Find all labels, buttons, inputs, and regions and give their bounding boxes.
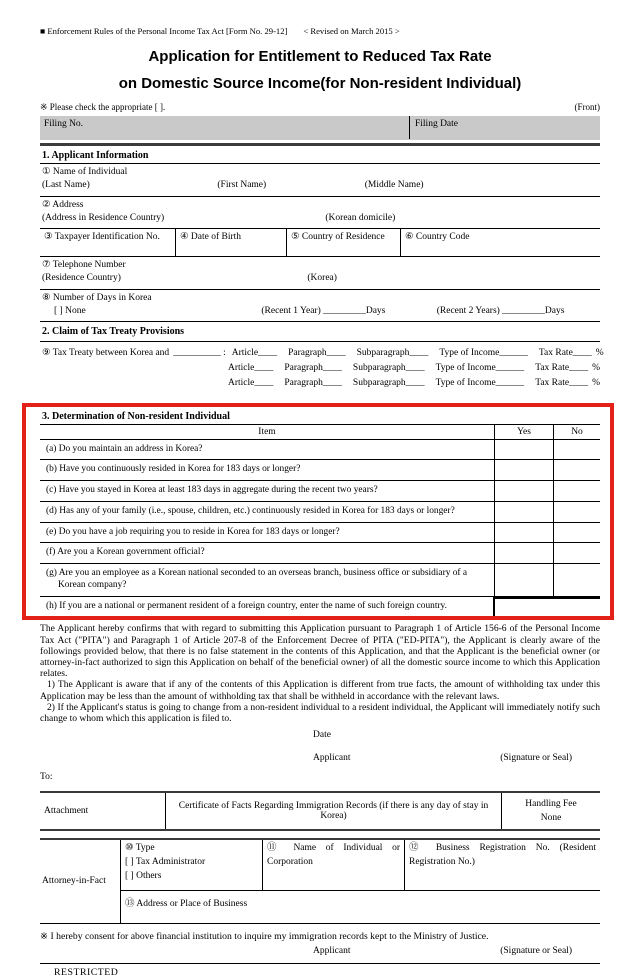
- question-label: (f) Are you a Korean government official?: [46, 547, 205, 558]
- section3-header: 3. Determination of Non-resident Individual: [40, 407, 600, 425]
- filing-date-field[interactable]: [409, 116, 600, 139]
- date-of-birth-field[interactable]: [176, 229, 287, 256]
- country-of-residence-label: ⑤ Country of Residence: [291, 232, 385, 243]
- yes-answer-cell[interactable]: [494, 481, 553, 501]
- check-instruction: ※ Please check the appropriate [ ].: [40, 102, 166, 112]
- residency-determination-table: [40, 425, 600, 617]
- attorney-type-cell: [121, 840, 263, 889]
- handling-fee-value: None: [540, 813, 562, 824]
- treaty-income-type-field[interactable]: Type of Income______: [439, 348, 528, 359]
- treaty-prefix: ⑨ Tax Treaty between Korea and: [42, 348, 170, 359]
- attorney-name-label: ⑪ Name of Individual or Corporation: [267, 843, 400, 868]
- phone-residence-country-label: (Residence Country): [42, 273, 121, 284]
- no-answer-cell[interactable]: [553, 440, 600, 460]
- name-of-individual-label: ① Name of Individual: [42, 167, 128, 177]
- treaty-country-blank[interactable]: __________ :: [173, 348, 226, 359]
- percent-sign: %: [592, 377, 600, 388]
- days-none-checkbox[interactable]: [ ] None: [54, 306, 86, 317]
- treaty-subparagraph-field[interactable]: Subparagraph____: [352, 363, 425, 374]
- attorney-brn-label: ⑫ Business Registration No. (Resident Registration No.): [409, 843, 596, 868]
- korean-domicile-label: (Korean domicile): [325, 212, 396, 223]
- treaty-indent: [42, 361, 228, 376]
- no-answer-cell[interactable]: [553, 460, 600, 480]
- no-answer-cell[interactable]: [553, 502, 600, 522]
- attorney-name-field[interactable]: [263, 840, 405, 889]
- days-in-korea-row: [40, 290, 600, 323]
- applicant-label: Applicant: [313, 753, 351, 764]
- country-name-answer-cell[interactable]: [493, 597, 600, 617]
- filing-bar: [40, 116, 600, 140]
- table-row: [40, 564, 600, 597]
- yes-answer-cell[interactable]: [494, 543, 553, 563]
- table-row: [40, 460, 600, 481]
- recent-2-years-field[interactable]: (Recent 2 Years) _________Days: [436, 306, 565, 317]
- treaty-paragraph-field[interactable]: Paragraph____: [284, 377, 342, 388]
- treaty-article-field[interactable]: Article____: [231, 348, 278, 359]
- handling-fee-cell: [501, 793, 600, 829]
- recent-1-year-field[interactable]: (Recent 1 Year) _________Days: [261, 306, 386, 317]
- section3-highlight-box: [22, 403, 614, 621]
- attorney-address-label: ⑬ Address or Place of Business: [125, 898, 248, 909]
- date-line: [40, 726, 600, 747]
- table-row: [40, 543, 600, 564]
- yes-column-header: Yes: [494, 425, 553, 439]
- address-residence-label: (Address in Residence Country): [42, 212, 165, 223]
- form-meta: [40, 26, 600, 36]
- others-checkbox[interactable]: [ ] Others: [125, 870, 162, 881]
- front-page-label: (Front): [574, 102, 600, 112]
- tax-treaty-block: [40, 342, 604, 396]
- tax-administrator-checkbox[interactable]: [ ] Tax Administrator: [125, 857, 206, 868]
- attorney-in-fact-label: Attorney-in-Fact: [40, 840, 121, 922]
- table-row: [40, 502, 600, 523]
- no-answer-cell[interactable]: [553, 543, 600, 563]
- treaty-article-field[interactable]: Article____: [228, 363, 274, 374]
- yes-answer-cell[interactable]: [494, 440, 553, 460]
- no-column-header: No: [553, 425, 600, 439]
- yes-answer-cell[interactable]: [494, 502, 553, 522]
- treaty-income-type-field[interactable]: Type of Income______: [435, 377, 525, 388]
- consent-block: [40, 931, 600, 958]
- item-column-header: Item: [258, 426, 276, 437]
- question-label: (d) Has any of your family (i.e., spouse, children, etc.) continuously resided in Korea for 183 days or longer?: [46, 505, 455, 516]
- form-note-row: [40, 102, 600, 113]
- to-label: To:: [40, 772, 53, 783]
- consent-signature-line: [40, 942, 600, 958]
- attorney-row-1: [121, 840, 600, 890]
- restricted-stamp: RESTRICTED: [54, 966, 119, 978]
- question-label: (b) Have you continuously resided in Korea for 183 days or longer?: [46, 464, 301, 475]
- yes-answer-cell[interactable]: [494, 564, 553, 596]
- treaty-line-2[interactable]: [42, 361, 600, 376]
- attachment-table: [40, 791, 600, 831]
- question-label-text: (g) Are you an employee as a Korean national seconded to an overseas branch, business office or subsidiary of a Korean company?: [46, 568, 468, 590]
- name-row[interactable]: [40, 164, 600, 197]
- declaration-paragraph: The Applicant hereby confirms that with regard to submitting this Application pursuant to Paragraph 1 of Article 156-6 of the Personal Income Tax Act ("PITA") and Paragraph 1 of Article 207-8 of the Enforcement Decree of PITA ("ED-PITA"), the Applicant is clearly aware of the followings provided below, that there is no false statement in the contents of this Application, and that the Applicant is the beneficial owner (or attorney-in-fact authorized to sign this Application on behalf of the beneficial owner) of all the domestic source income to which this Application relates.: [40, 623, 600, 680]
- country-code-label: ⑥ Country Code: [405, 232, 470, 243]
- telephone-label: ⑦ Telephone Number: [42, 260, 126, 271]
- middle-name-label: (Middle Name): [364, 180, 424, 191]
- address-label: ② Address: [42, 199, 84, 210]
- addressee-field[interactable]: [40, 772, 600, 788]
- question-label: [40, 564, 494, 596]
- treaty-paragraph-field[interactable]: Paragraph____: [288, 348, 346, 359]
- table-header-row: [40, 425, 600, 440]
- treaty-subparagraph-field[interactable]: Subparagraph____: [352, 377, 425, 388]
- percent-sign: %: [592, 363, 600, 374]
- declaration-clause-1: 1) The Applicant is aware that if any of the contents of this Application is different from true facts, the amount of withholding tax under this Application may be less than the amount of withholding tax that shall be withheld in accordance with the relevant laws.: [40, 679, 600, 702]
- treaty-tax-rate-field[interactable]: Tax Rate____: [535, 363, 589, 374]
- country-code-field[interactable]: [401, 229, 600, 256]
- telephone-row[interactable]: [40, 257, 600, 290]
- taxpayer-id-label: ③ Taxpayer Identification No.: [44, 232, 160, 243]
- date-of-birth-label: ④ Date of Birth: [180, 232, 242, 243]
- taxpayer-id-field[interactable]: [40, 229, 176, 256]
- filing-no-field[interactable]: [40, 116, 409, 140]
- no-answer-cell[interactable]: [553, 523, 600, 543]
- table-row: [40, 481, 600, 502]
- treaty-income-type-field[interactable]: Type of Income______: [435, 363, 525, 374]
- attachment-document-name: Certificate of Facts Regarding Immigration Records (if there is any day of stay in Korea): [165, 793, 501, 829]
- treaty-indent: [42, 376, 228, 391]
- no-answer-cell[interactable]: [553, 564, 600, 596]
- attorney-in-fact-table: [40, 838, 600, 923]
- section1-header: 1. Applicant Information: [40, 146, 600, 164]
- table-row: [40, 440, 600, 461]
- identification-row: [40, 229, 600, 257]
- consent-seal-label: (Signature or Seal): [500, 945, 572, 956]
- declaration-clause-2: 2) If the Applicant's status is going to change from a non-resident individual to a resident individual, the Applicant will immediately notify such change to whom which this application is filed to.: [40, 701, 600, 725]
- filing-date-label: Filing Date: [415, 119, 459, 129]
- days-in-korea-label: ⑧ Number of Days in Korea: [42, 292, 152, 303]
- treaty-tax-rate-field[interactable]: Tax Rate____: [538, 348, 592, 359]
- attorney-type-label: ⑩ Type: [125, 843, 155, 854]
- treaty-tax-rate-field[interactable]: Tax Rate____: [535, 377, 589, 388]
- question-label: (c) Have you stayed in Korea at least 183 days in aggregate during the recent two years?: [46, 485, 378, 496]
- question-label: (a) Do you maintain an address in Korea?: [46, 443, 203, 454]
- consent-statement: ※ I hereby consent for above financial institution to inquire my immigration records kept to the Ministry of Justice.: [40, 930, 489, 942]
- attorney-brn-field[interactable]: [405, 840, 600, 889]
- percent-sign: %: [595, 348, 604, 359]
- form-revision-date: < Revised on March 2015 >: [303, 26, 400, 36]
- table-row: [40, 523, 600, 544]
- phone-korea-label: (Korea): [307, 273, 337, 284]
- signature-or-seal-label: (Signature or Seal): [500, 753, 572, 764]
- yes-answer-cell[interactable]: [494, 460, 553, 480]
- filing-no-label: Filing No.: [44, 119, 84, 129]
- table-row: [40, 597, 600, 617]
- address-row[interactable]: [40, 197, 600, 230]
- declaration-block: [40, 623, 600, 724]
- handling-fee-label: Handling Fee: [525, 799, 577, 809]
- section2-header: 2. Claim of Tax Treaty Provisions: [42, 326, 185, 338]
- last-name-label: (Last Name): [42, 180, 90, 191]
- first-name-label: (First Name): [217, 180, 267, 191]
- treaty-line-3[interactable]: [42, 376, 600, 391]
- attachment-label: Attachment: [44, 806, 89, 817]
- attorney-details: [121, 840, 600, 922]
- treaty-subparagraph-field[interactable]: Subparagraph____: [356, 348, 429, 359]
- treaty-paragraph-field[interactable]: Paragraph____: [284, 363, 342, 374]
- form-content: [40, 26, 604, 978]
- yes-answer-cell[interactable]: [494, 523, 553, 543]
- treaty-line-1[interactable]: [42, 346, 604, 361]
- no-answer-cell[interactable]: [553, 481, 600, 501]
- applicant-signature-line: [40, 749, 600, 770]
- treaty-article-field[interactable]: Article____: [228, 377, 274, 388]
- consent-applicant-label: Applicant: [313, 945, 351, 956]
- form-title-line1: Application for Entitlement to Reduced Tax Rate: [148, 48, 492, 65]
- question-label: (e) Do you have a job requiring you to reside in Korea for 183 days or longer?: [46, 526, 340, 537]
- question-label: (h) If you are a national or permanent resident of a foreign country, enter the name of such foreign country.: [46, 600, 447, 611]
- country-of-residence-field[interactable]: [287, 229, 401, 256]
- form-rule-reference: ■ Enforcement Rules of the Personal Income Tax Act [Form No. 29-12]: [40, 26, 288, 36]
- form-title-line2: on Domestic Source Income(for Non-resident Individual): [118, 75, 522, 92]
- date-label: Date: [313, 730, 331, 741]
- attorney-address-field[interactable]: [121, 891, 600, 923]
